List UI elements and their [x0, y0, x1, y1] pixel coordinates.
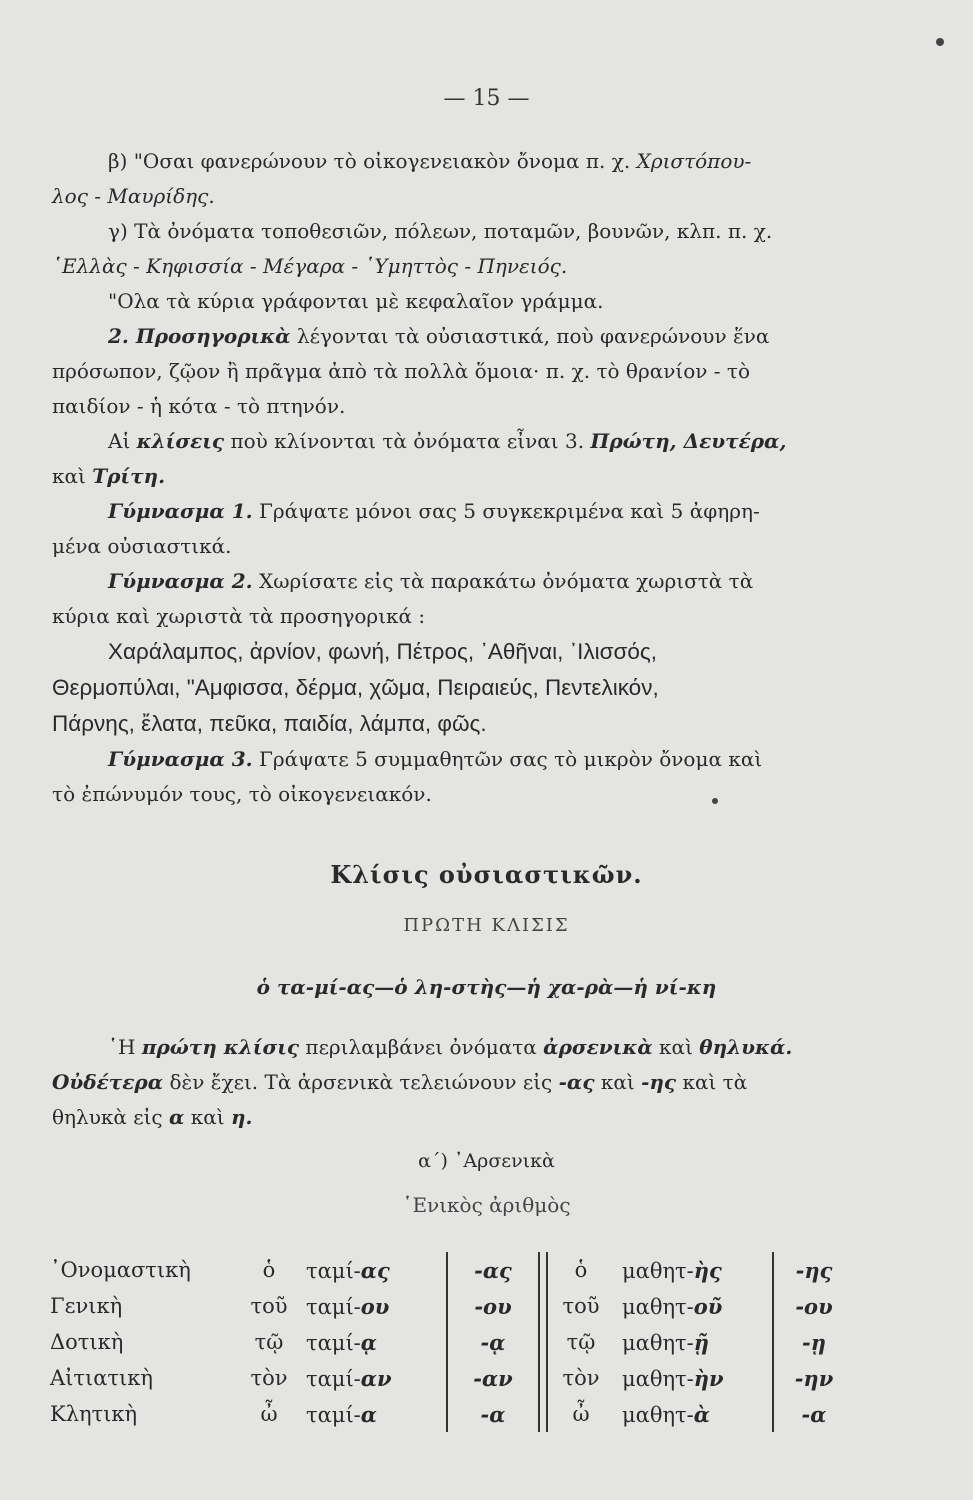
text-line: καὶ Τρίτη.: [52, 464, 166, 488]
text-line: λος - Μαυρίδης.: [52, 184, 215, 208]
article: τῷ: [566, 1330, 596, 1354]
singular-heading: ῾Ενικὸς ἀριθμὸς: [402, 1193, 571, 1217]
section-subheading: ΠΡΩΤΗ ΚΛΙΣΙΣ: [403, 915, 570, 936]
word-form: ταμί-ᾳ: [306, 1329, 377, 1355]
column-divider: [539, 1288, 547, 1324]
declension-table: [50, 1252, 854, 1432]
ending: -ου: [447, 1288, 539, 1324]
column-divider: [539, 1360, 547, 1396]
article: ὁ: [574, 1258, 588, 1282]
article: ὦ: [572, 1402, 590, 1426]
ending: -ην: [773, 1360, 854, 1396]
column-divider: [539, 1396, 547, 1432]
ending: -ης: [773, 1252, 854, 1288]
text-line: Αἱ κλίσεις ποὺ κλίνονται τὰ ὀνόματα εἶναι 3. Πρώτη, Δευτέρα,: [108, 429, 787, 453]
word-form: μαθητ-ὴν: [622, 1365, 724, 1391]
table-row: [50, 1360, 854, 1396]
ending: -ῃ: [773, 1324, 854, 1360]
exercise-1: Γύμνασμα 1. Γράψατε μόνοι σας 5 συγκεκριμένα καὶ 5 ἀφηρη-: [108, 499, 760, 523]
word-form: ταμί-α: [306, 1401, 377, 1427]
article: τὸν: [562, 1366, 600, 1390]
ending: -αν: [447, 1360, 539, 1396]
word-form: ταμί-ας: [306, 1257, 390, 1283]
ending: -α: [773, 1396, 854, 1432]
word-form: μαθητ-ὴς: [622, 1257, 722, 1283]
ink-speck: [712, 798, 718, 804]
table-row: [50, 1288, 854, 1324]
masculine-heading: α΄) ᾿Αρσενικὰ: [418, 1150, 555, 1172]
word-list-line: Θερμοπύλαι, "Αμφισσα, δέρμα, χῶμα, Πειραιεύς, Πεντελικόν,: [52, 675, 659, 700]
ending: -α: [447, 1396, 539, 1432]
text-line: τὸ ἐπώνυμόν τους, τὸ οἰκογενειακόν.: [52, 782, 432, 806]
text-line: παιδίον - ἡ κότα - τὸ πτηνόν.: [52, 394, 346, 418]
section-heading: Κλίσις οὐσιαστικῶν.: [330, 860, 643, 889]
word-form: μαθητ-ὰ: [622, 1401, 710, 1427]
text-line: γ) Τὰ ὀνόματα τοποθεσιῶν, πόλεων, ποταμῶν, βουνῶν, κλπ. π. χ.: [108, 219, 773, 243]
column-divider: [539, 1252, 547, 1288]
table-row: [50, 1324, 854, 1360]
article: τὸν: [250, 1366, 288, 1390]
ink-speck: [936, 38, 944, 46]
ending: -ᾳ: [447, 1324, 539, 1360]
ending: -ου: [773, 1288, 854, 1324]
exercise-2: Γύμνασμα 2. Χωρίσατε εἰς τὰ παρακάτω ὀνόματα χωριστὰ τὰ: [108, 569, 754, 593]
syllable-pattern: ὁ τα-μί-ας—ὁ λη-στὴς—ἡ χα-ρὰ—ἡ νί-κη: [256, 975, 717, 999]
text-line: 2. Προσηγορικὰ λέγονται τὰ οὐσιαστικά, ποὺ φανερώνουν ἕνα: [108, 324, 770, 348]
table-row: [50, 1396, 854, 1432]
text-line: πρόσωπον, ζῷον ἢ πρᾶγμα ἀπὸ τὰ πολλὰ ὅμοια· π. χ. τὸ θρανίον - τὸ: [52, 359, 750, 383]
ending: -ας: [447, 1252, 539, 1288]
article: τοῦ: [562, 1294, 600, 1318]
case-name: ᾿Ονομαστικὴ: [50, 1258, 191, 1282]
text-line: κύρια καὶ χωριστὰ τὰ προσηγορικά :: [52, 604, 426, 628]
case-name: Κλητικὴ: [50, 1402, 138, 1426]
word-form: μαθητ-ῇ: [622, 1329, 710, 1355]
article: ὦ: [260, 1402, 278, 1426]
case-name: Γενικὴ: [50, 1294, 123, 1318]
article: τοῦ: [250, 1294, 288, 1318]
exercise-3: Γύμνασμα 3. Γράψατε 5 συμμαθητῶν σας τὸ μικρὸν ὄνομα καὶ: [108, 747, 763, 771]
case-name: Δοτικὴ: [50, 1330, 124, 1354]
case-name: Αἰτιατικὴ: [50, 1366, 153, 1390]
page-number: — 15 —: [443, 86, 530, 111]
text-line: β) "Οσαι φανερώνουν τὸ οἰκογενειακὸν ὄνομα π. χ. Χριστόπου-: [108, 149, 752, 173]
word-form: μαθητ-οῦ: [622, 1293, 723, 1319]
text-line: ῾Ελλὰς - Κηφισσία - Μέγαρα - ῾Υμηττὸς - Πηνειός.: [52, 254, 568, 278]
word-form: ταμί-ου: [306, 1293, 390, 1319]
text-line: "Ολα τὰ κύρια γράφονται μὲ κεφαλαῖον γράμμα.: [108, 289, 604, 313]
text-line: μένα οὐσιαστικά.: [52, 534, 232, 558]
text-line: Οὐδέτερα δὲν ἔχει. Τὰ ἀρσενικὰ τελειώνουν εἰς -ας καὶ -ης καὶ τὰ: [52, 1070, 748, 1094]
word-list-line: Πάρνης, ἔλατα, πεῦκα, παιδία, λάμπα, φῶς.: [52, 711, 487, 736]
column-divider: [539, 1324, 547, 1360]
table-row: [50, 1252, 854, 1288]
article: ὁ: [262, 1258, 276, 1282]
article: τῷ: [254, 1330, 284, 1354]
word-form: ταμί-αν: [306, 1365, 392, 1391]
text-line: θηλυκὰ εἰς α καὶ η.: [52, 1105, 253, 1129]
text-line: ῾Η πρώτη κλίσις περιλαμβάνει ὀνόματα ἀρσενικὰ καὶ θηλυκά.: [108, 1035, 793, 1059]
word-list-line: Χαράλαμπος, ἀρνίον, φωνή, Πέτρος, ᾿Αθῆναι, ᾿Ιλισσός,: [108, 639, 657, 664]
